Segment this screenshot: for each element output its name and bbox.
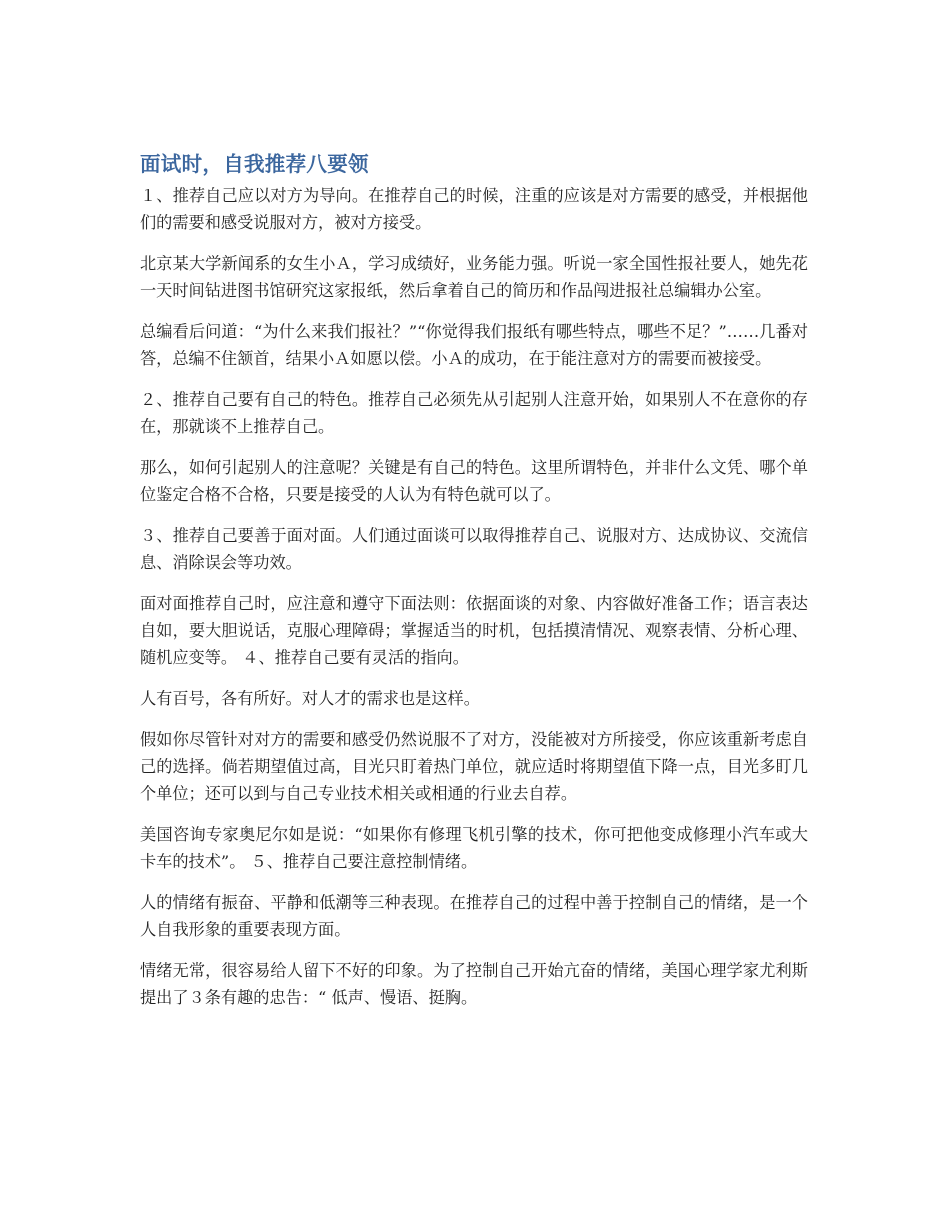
- paragraph-7: 面对面推荐自己时，应注意和遵守下面法则：依据面谈的对象、内容做好准备工作；语言表达自如，要大胆说话，克服心理障碍；掌握适当的时机，包括摸清情况、观察表情、分析心理、随机应变等。 ４、推荐自己要有灵活的指向。: [140, 594, 808, 667]
- paragraph-9: 假如你尽管针对对方的需要和感受仍然说服不了对方，没能被对方所接受，你应该重新考虑自己的选择。倘若期望值过高，目光只盯着热门单位，就应适时将期望值下降一点，目光多盯几个单位；还可以到与自己专业技术相关或相通的行业去自荐。: [140, 730, 808, 803]
- paragraph-8: 人有百号，各有所好。对人才的需求也是这样。: [140, 689, 480, 708]
- paragraph-10: 美国咨询专家奥尼尔如是说：“如果你有修理飞机引擎的技术，你可把他变成修理小汽车或大卡车的技术”。 ５、推荐自己要注意控制情绪。: [140, 825, 808, 871]
- paragraph-6: ３、推荐自己要善于面对面。人们通过面谈可以取得推荐自己、说服对方、达成协议、交流信息、消除误会等功效。: [140, 526, 808, 572]
- document-page: [140, 148, 808, 1025]
- paragraph-11: 人的情绪有振奋、平静和低潮等三种表现。在推荐自己的过程中善于控制自己的情绪，是一个人自我形象的重要表现方面。: [140, 893, 808, 939]
- paragraph-2: 北京某大学新闻系的女生小Ａ，学习成绩好，业务能力强。听说一家全国性报社要人，她先花一天时间钻进图书馆研究这家报纸，然后拿着自己的简历和作品闯进报社总编辑办公室。: [140, 254, 808, 300]
- paragraph-1: １、推荐自己应以对方为导向。在推荐自己的时候，注重的应该是对方需要的感受，并根据他们的需要和感受说服对方，被对方接受。: [140, 186, 808, 232]
- paragraph-5: 那么，如何引起别人的注意呢？关键是有自己的特色。这里所谓特色，并非什么文凭、哪个单位鉴定合格不合格，只要是接受的人认为有特色就可以了。: [140, 458, 808, 504]
- document-title: 面试时，自我推荐八要领: [140, 152, 369, 176]
- paragraph-4: ２、推荐自己要有自己的特色。推荐自己必须先从引起别人注意开始，如果别人不在意你的存在，那就谈不上推荐自己。: [140, 390, 808, 436]
- paragraph-12: 情绪无常，很容易给人留下不好的印象。为了控制自己开始亢奋的情绪，美国心理学家尤利斯提出了３条有趣的忠告：“ 低声、慢语、挺胸。: [140, 961, 808, 1007]
- paragraph-3: 总编看后问道：“为什么来我们报社？”“你觉得我们报纸有哪些特点，哪些不足？”……几番对答，总编不住颔首，结果小Ａ如愿以偿。小Ａ的成功，在于能注意对方的需要而被接受。: [140, 322, 808, 368]
